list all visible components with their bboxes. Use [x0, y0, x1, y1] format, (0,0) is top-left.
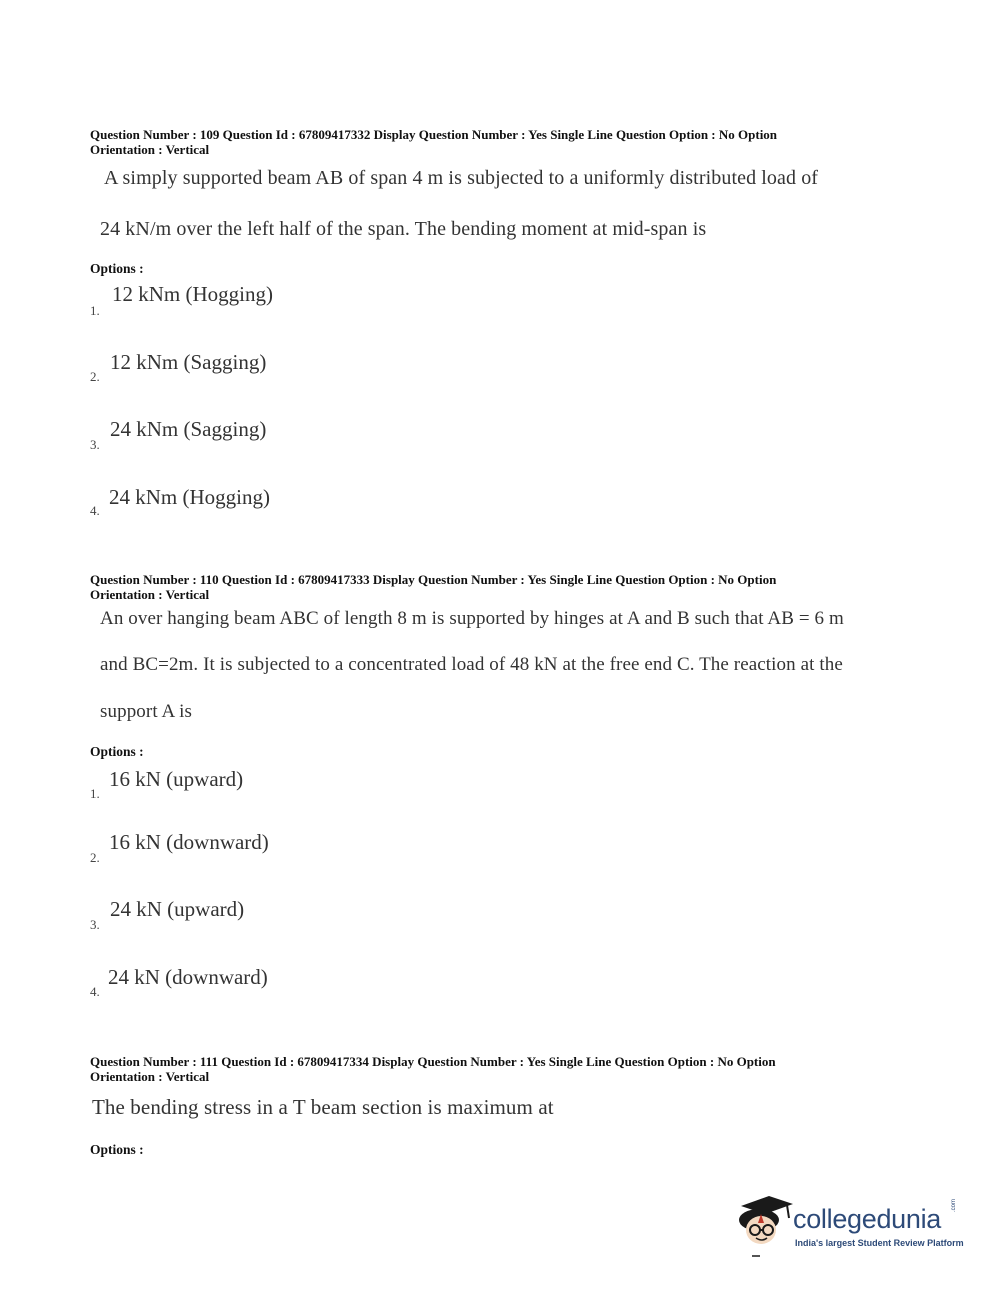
- mascot-icon: [735, 1190, 793, 1260]
- option-number: 1.: [90, 786, 100, 801]
- question-110-text-line3: support A is: [100, 701, 192, 722]
- option-text[interactable]: 16 kN (downward): [109, 830, 269, 854]
- option-text[interactable]: 24 kN (upward): [110, 897, 245, 921]
- option-text[interactable]: 24 kN (downward): [108, 965, 268, 989]
- option-text[interactable]: 12 kNm (Hogging): [112, 282, 273, 306]
- question-meta-line2: Orientation : Vertical: [90, 142, 210, 157]
- option-number: 4.: [90, 503, 100, 518]
- logo-wordmark: collegedunia: [793, 1204, 942, 1234]
- question-meta-line1: Question Number : 111 Question Id : 67809417334 Display Question Number : Yes Single Line Question Option : No Option: [90, 1054, 776, 1069]
- question-meta-line1: Question Number : 109 Question Id : 67809417332 Display Question Number : Yes Single Line Question Option : No Option: [90, 127, 778, 142]
- question-109-meta: [90, 127, 890, 157]
- option-number: 2.: [90, 850, 100, 865]
- option-text[interactable]: 24 kNm (Hogging): [109, 485, 270, 509]
- option-text[interactable]: 16 kN (upward): [109, 767, 244, 791]
- question-110-options-label: Options :: [90, 744, 144, 759]
- question-110-text-line1: An over hanging beam ABC of length 8 m is supported by hinges at A and B such that AB = 6 m: [100, 608, 844, 629]
- option-number: 3.: [90, 917, 100, 932]
- question-111-text-line1: The bending stress in a T beam section is maximum at: [92, 1095, 554, 1119]
- option-text[interactable]: 24 kNm (Sagging): [110, 417, 267, 441]
- question-110-meta: [90, 572, 890, 602]
- question-109-text-line1: A simply supported beam AB of span 4 m is subjected to a uniformly distributed load of: [104, 167, 819, 189]
- question-111-meta: [90, 1054, 890, 1084]
- question-meta-line2: Orientation : Vertical: [90, 587, 210, 602]
- option-number: 2.: [90, 369, 100, 384]
- option-text[interactable]: 12 kNm (Sagging): [110, 350, 267, 374]
- collegedunia-logo[interactable]: [735, 1190, 964, 1260]
- question-109-options-label: Options :: [90, 261, 144, 276]
- question-meta-line1: Question Number : 110 Question Id : 67809417333 Display Question Number : Yes Single Line Question Option : No Option: [90, 572, 777, 587]
- question-109-text-line2: 24 kN/m over the left half of the span. The bending moment at mid-span is: [100, 218, 707, 240]
- logo-tagline: India's largest Student Review Platform: [795, 1238, 964, 1248]
- logo-suffix: .com: [951, 1198, 957, 1212]
- option-number: 3.: [90, 437, 100, 452]
- question-111-options-label: Options :: [90, 1142, 144, 1157]
- option-number: 1.: [90, 303, 100, 318]
- question-meta-line2: Orientation : Vertical: [90, 1069, 210, 1084]
- option-number: 4.: [90, 984, 100, 999]
- question-110-text-line2: and BC=2m. It is subjected to a concentrated load of 48 kN at the free end C. The reaction at the: [100, 654, 843, 675]
